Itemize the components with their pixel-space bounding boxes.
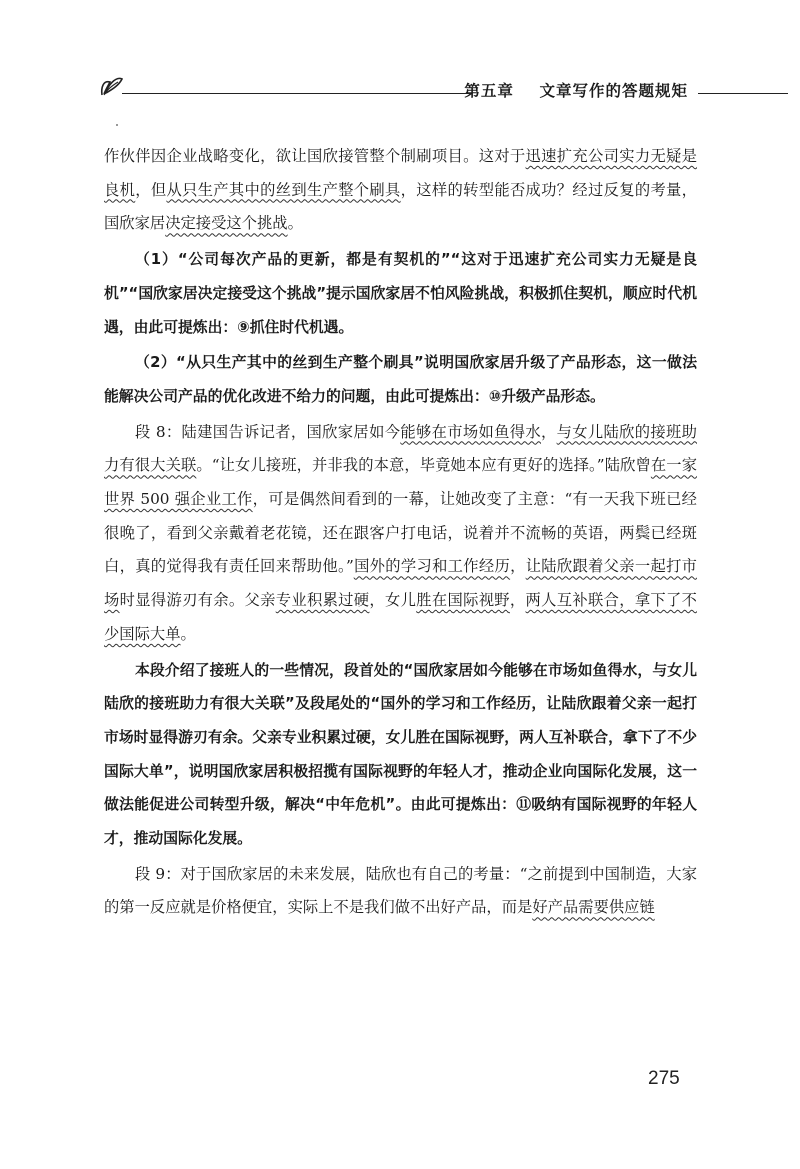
paragraph-p3 <box>104 346 697 413</box>
page-number: 275 <box>648 1068 680 1089</box>
text-run: 段 8：陆建国告诉记者，国欣家居如今 <box>135 422 401 441</box>
underlined-phrase: 专业积累过硬 <box>275 591 370 610</box>
underlined-phrase: 在一家世界 500 强企业工作 <box>104 456 697 509</box>
paragraph-p2 <box>104 243 697 344</box>
underlined-phrase: 让陆欣跟着父亲一起打市场 <box>104 557 697 610</box>
running-header <box>98 70 788 100</box>
text-run: ， <box>510 557 526 576</box>
scan-speck <box>116 124 118 126</box>
underlined-phrase: 迅速扩充公司实力无疑是良机 <box>104 147 697 199</box>
text-run: 。 <box>180 624 196 643</box>
underlined-phrase: 两人互补联合，拿下了不少国际大单 <box>104 591 697 643</box>
chapter-name: 文章写作的答题规矩 <box>539 82 688 100</box>
text-run: ，女儿 <box>369 591 417 610</box>
header-rule-left <box>122 93 470 94</box>
underlined-phrase: 国外的学习和工作经历 <box>353 557 511 576</box>
text-run: ， <box>541 422 557 441</box>
text-run: 。 <box>287 214 303 233</box>
header-rule-right <box>698 93 788 94</box>
sprout-icon <box>98 70 128 102</box>
paragraph-p1 <box>104 140 697 241</box>
text-run: ，这样的转型能否成功？经过反复的考量，国欣家居 <box>104 180 697 233</box>
underlined-phrase: 胜在国际视野 <box>416 591 510 610</box>
paragraph-p6 <box>104 858 697 925</box>
text-run: 段 9：对于国欣家居的未来发展，陆欣也有自己的考量：“之前提到中国制造，大家的第一反应就是价格便宜，实际上不是我们做不出好产品，而是 <box>104 864 697 917</box>
underlined-phrase: 好产品需要供应链 <box>532 898 655 917</box>
chapter-number: 第五章 <box>464 82 514 100</box>
underlined-phrase: 与女儿陆欣的接班助力有很大关联 <box>104 422 697 475</box>
text-run: 时显得游刃有余。父亲 <box>119 591 276 610</box>
underlined-phrase: 决定接受这个挑战 <box>165 214 288 233</box>
paragraph-p4 <box>104 416 697 652</box>
underlined-phrase: 能够在市场如鱼得水 <box>400 422 541 441</box>
text-run: （1）“公司每次产品的更新，都是有契机的”“这对于迅速扩充公司实力无疑是良机”“国欣家居决定接受这个挑战”提示国欣家居不怕风险挑战，积极抓住契机，顺应时代机遇，由此可提炼出：⑨抓住时代机遇。 <box>104 251 697 336</box>
text-run: 作伙伴因企业战略变化，欲让国欣接管整个制刷项目。这对于 <box>104 147 526 165</box>
chapter-title <box>464 79 688 101</box>
underlined-phrase: 从只生产其中的丝到生产整个刷具 <box>166 180 401 199</box>
text-run: 本段介绍了接班人的一些情况，段首处的“国欣家居如今能够在市场如鱼得水，与女儿陆欣的接班助力有很大关联”及段尾处的“国外的学习和工作经历，让陆欣跟着父亲一起打市场时显得游刃有余。父亲专业积累过硬，女儿胜在国际视野，两人互补联合，拿下了不少国际大单”，说明国欣家居积极招揽有国际视野的年轻人才，推动企业向国际化发展，这一做法能促进公司转型升级，解决“中年危机”。由此可提炼出：⑪吸纳有国际视野的年轻人才，推动国际化发展。 <box>104 661 697 848</box>
text-run: （2）“从只生产其中的丝到生产整个刷具”说明国欣家居升级了产品形态，这一做法能解决公司产品的优化改进不给力的问题，由此可提炼出：⑩升级产品形态。 <box>104 354 697 405</box>
text-run: ，但 <box>135 180 167 199</box>
paragraph-p5 <box>104 654 697 856</box>
text-run: ， <box>509 591 526 610</box>
text-run: 。“让女儿接班，并非我的本意，毕竟她本应有更好的选择。”陆欣曾 <box>196 456 651 475</box>
body-text <box>104 140 697 925</box>
text-run: ，可是偶然间看到的一幕，让她改变了主意：“有一天我下班已经很晚了，看到父亲戴着老花镜，还在跟客户打电话，说着并不流畅的英语，两鬓已经斑白，真的觉得我有责任回来帮助他。” <box>104 490 697 576</box>
